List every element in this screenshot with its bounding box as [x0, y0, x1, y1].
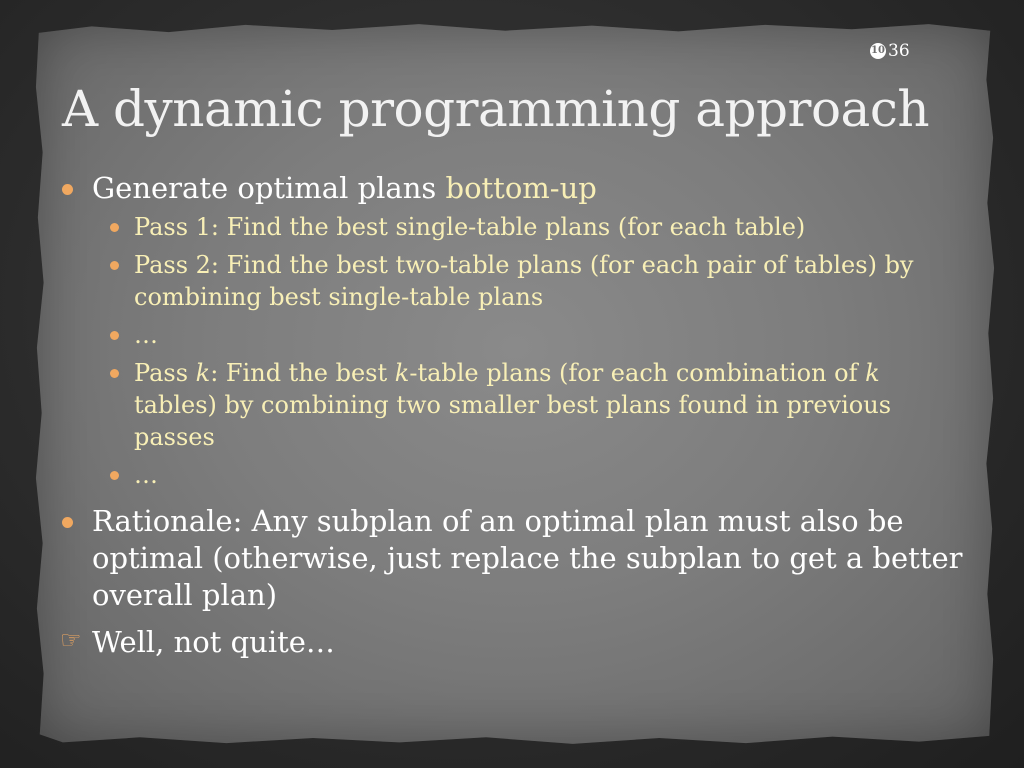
sub-bullet-item: [60, 249, 965, 313]
page-number-text: 36: [888, 41, 910, 61]
bullet-list: [60, 170, 965, 661]
sub-bullet-dot-icon: [110, 223, 119, 232]
sub-bullet-text-a: Pass: [134, 359, 196, 387]
bullet-dot-icon: [62, 517, 73, 528]
bullet-text: Well, not quite…: [92, 625, 335, 659]
sub-bullet-dot-icon: [110, 471, 119, 480]
sub-bullet-dot-icon: [110, 261, 119, 270]
sub-bullet-dot-icon: [110, 331, 119, 340]
pointer-bullet-item: [60, 624, 965, 661]
sub-bullet-text: …: [134, 321, 158, 349]
bullet-text: Generate optimal plans: [92, 171, 446, 205]
sub-bullet-text: Pass 2: Find the best two-table plans (for each pair of tables) by combining best single-table plans: [134, 251, 914, 311]
sub-bullet-text: …: [134, 461, 158, 489]
sub-bullet-italic-k: k: [865, 359, 880, 387]
bullet-dot-icon: [62, 184, 73, 195]
sub-bullet-italic-k: k: [195, 359, 211, 387]
page-badge-icon: 10: [870, 43, 886, 59]
bullet-text: Rationale: Any subplan of an optimal plan must also be optimal (otherwise, just replace the subplan to get a better overall plan): [92, 504, 963, 612]
page-number: [870, 41, 910, 61]
bullet-accent-text: bottom-up: [445, 171, 597, 205]
sub-bullet-text-b: : Find the best: [210, 359, 395, 387]
sub-bullet-text-c: -table plans (for each combination of: [409, 359, 866, 387]
sub-bullet-text-d: tables) by combining two smaller best plans found in previous passes: [134, 391, 892, 451]
slide-title: A dynamic programming approach: [62, 80, 930, 138]
sub-bullet-item: [60, 459, 965, 491]
sub-bullet-text: Pass 1: Find the best single-table plans (for each table): [134, 213, 806, 241]
sub-bullet-item: [60, 211, 965, 243]
bullet-item: [60, 170, 965, 207]
bullet-item: [60, 503, 965, 614]
sub-bullet-item: [60, 319, 965, 351]
sub-bullet-italic-k: k: [394, 359, 410, 387]
sub-bullet-dot-icon: [110, 369, 119, 378]
sub-bullet-item: [60, 357, 965, 453]
pointing-hand-icon: ☞: [60, 626, 82, 654]
